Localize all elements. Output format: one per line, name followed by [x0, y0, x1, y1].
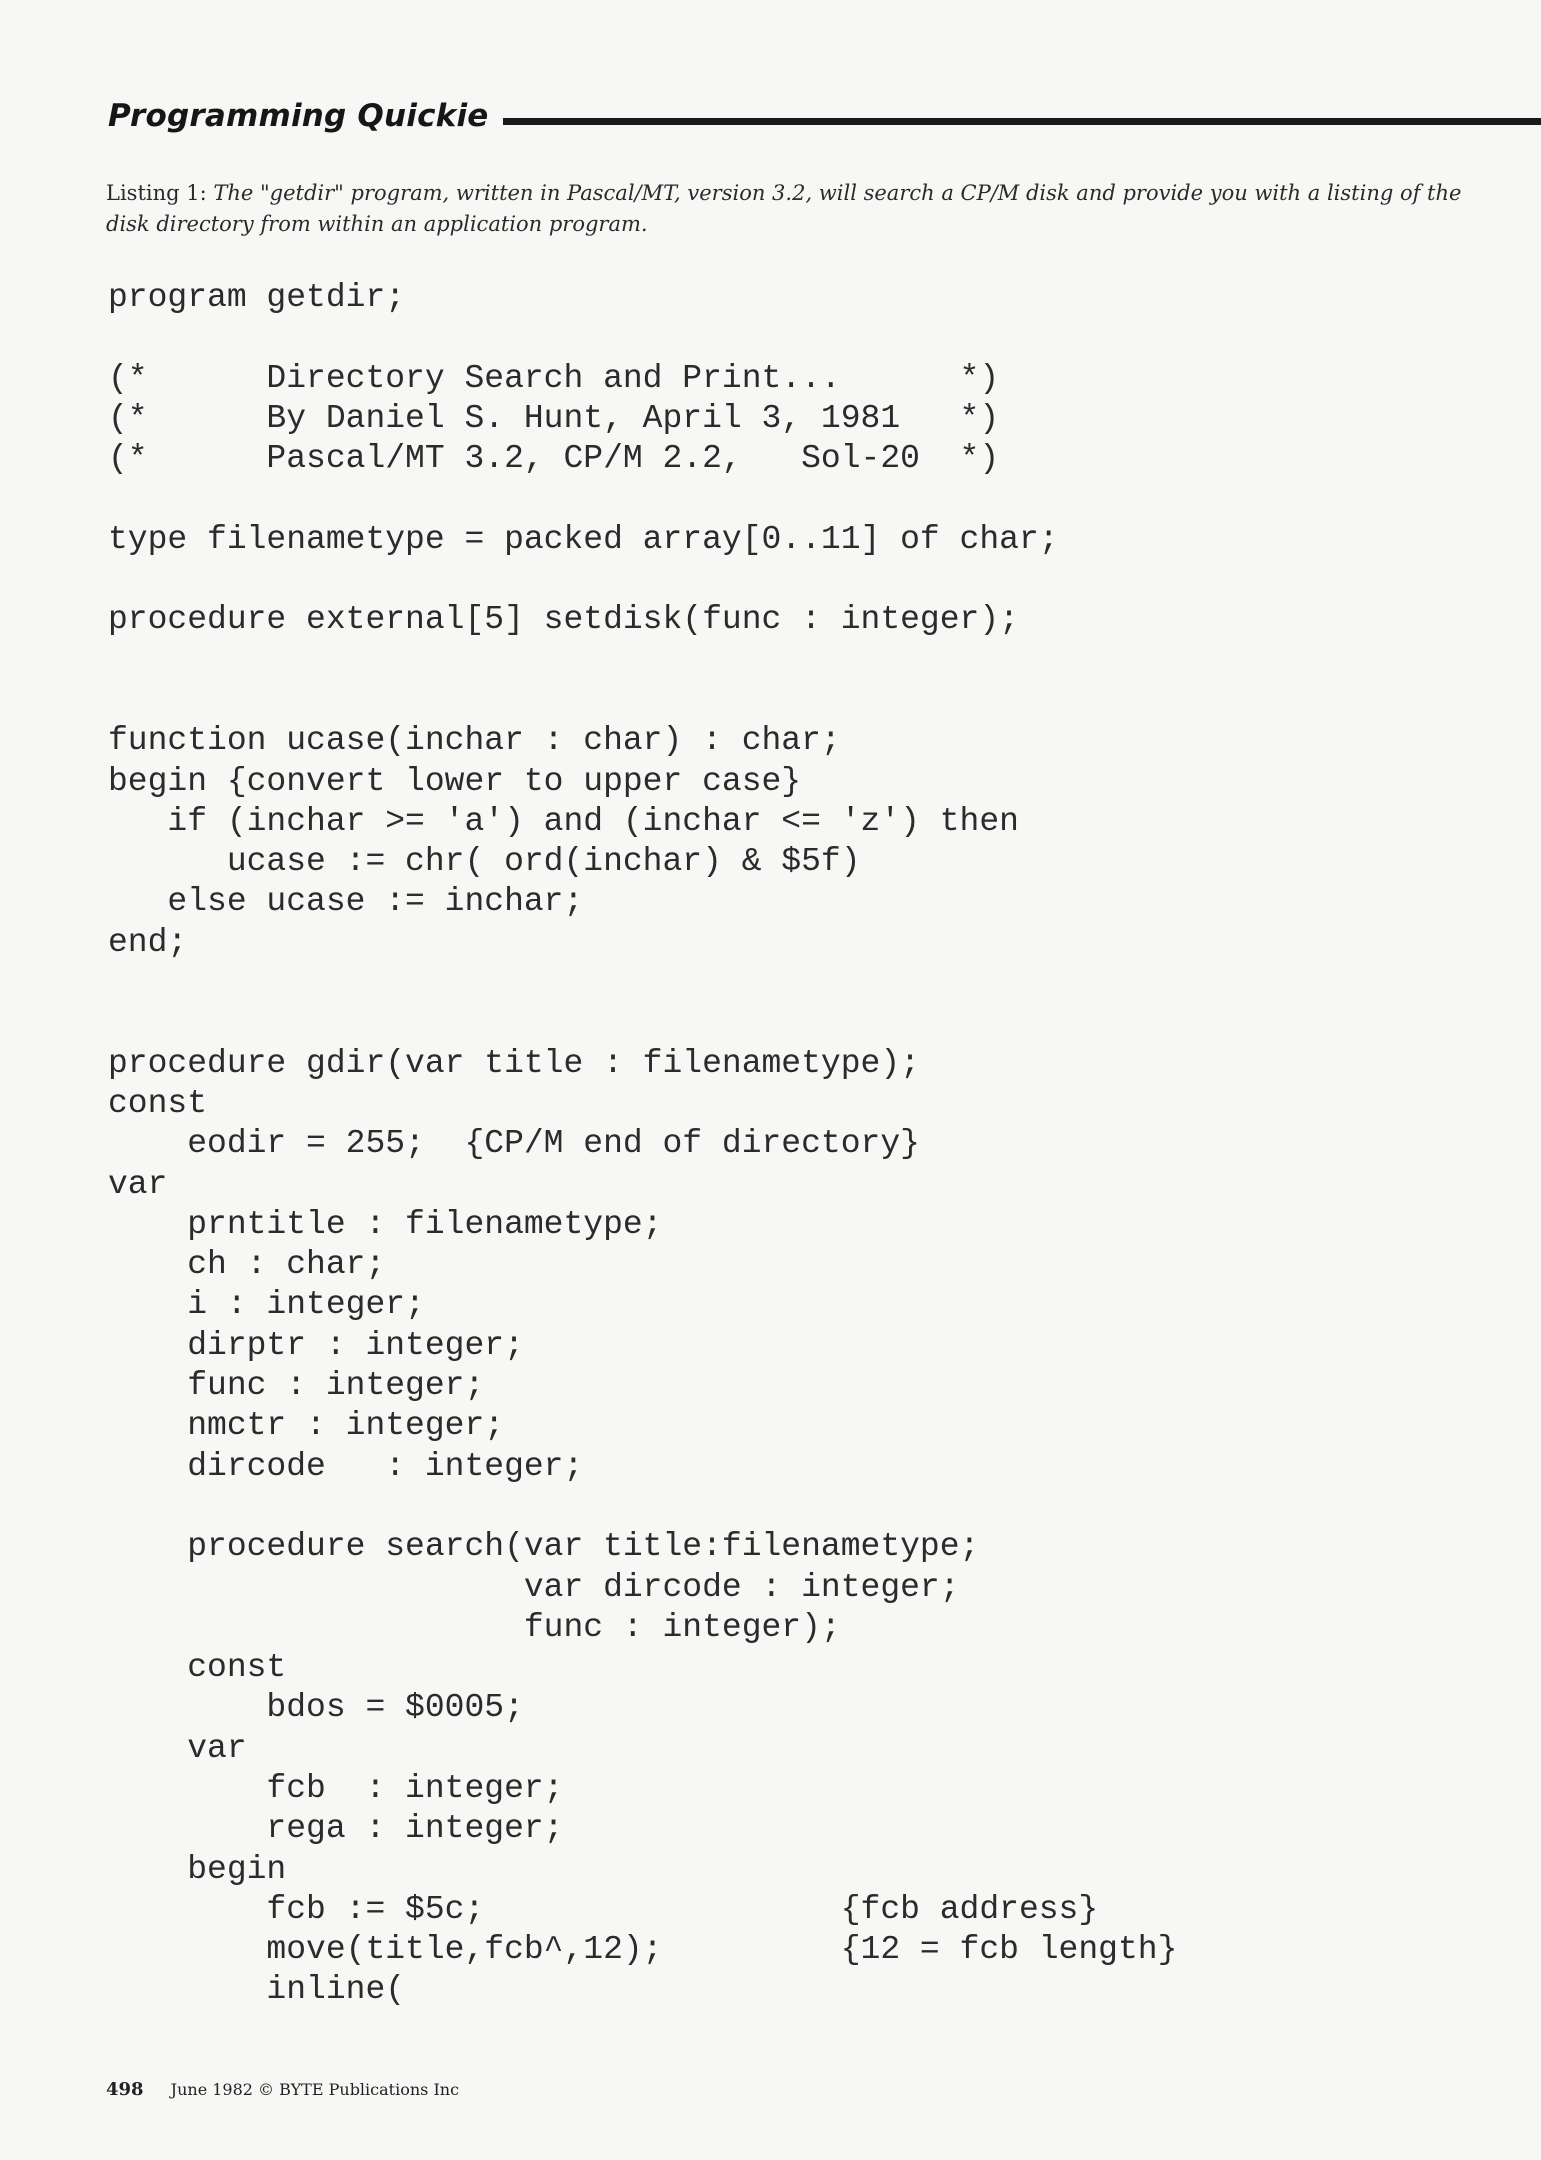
header-rule — [503, 118, 1541, 125]
section-title: Programming Quickie — [108, 98, 489, 134]
code-line: func : integer); — [108, 1608, 841, 1646]
code-line — [108, 560, 1177, 600]
code-line — [108, 318, 1177, 358]
code-line: eodir = 255; {CP/M end of directory} — [108, 1125, 920, 1163]
code-line: ch : char; — [108, 1246, 386, 1284]
code-line: move(title,fcb^,12); {12 = fcb length} — [108, 1931, 1178, 1969]
code-line: procedure gdir(var title : filenametype); — [108, 1044, 920, 1082]
code-line: i : integer; — [108, 1286, 425, 1324]
page-footer — [106, 2078, 459, 2102]
code-line: function ucase(inchar : char) : char; — [108, 722, 841, 760]
code-line: begin {convert lower to upper case} — [108, 762, 802, 800]
code-line: (* Pascal/MT 3.2, CP/M 2.2, Sol-20 *) — [108, 440, 1000, 478]
page-number: 498 — [106, 2079, 144, 2100]
code-line — [108, 963, 1177, 1003]
code-line: type filenametype = packed array[0..11] of char; — [108, 520, 1059, 558]
code-line: func : integer; — [108, 1367, 485, 1405]
code-line: inline( — [108, 1971, 406, 2009]
code-line: procedure external[5] setdisk(func : integer); — [108, 601, 1019, 639]
code-line — [108, 1003, 1177, 1043]
code-line: ucase := chr( ord(inchar) & $5f) — [108, 843, 861, 881]
code-line — [108, 681, 1177, 721]
code-line: begin — [108, 1850, 287, 1888]
code-line: else ucase := inchar; — [108, 883, 584, 921]
listing-caption — [106, 178, 1506, 240]
code-line: bdos = $0005; — [108, 1689, 524, 1727]
code-line: end; — [108, 923, 188, 961]
code-line: var — [108, 1165, 168, 1203]
code-line: if (inchar >= 'a') and (inchar <= 'z') then — [108, 802, 1019, 840]
code-line: prntitle : filenametype; — [108, 1205, 663, 1243]
code-line — [108, 641, 1177, 681]
code-line: rega : integer; — [108, 1810, 564, 1848]
code-line: fcb : integer; — [108, 1769, 564, 1807]
code-line: var dircode : integer; — [108, 1568, 960, 1606]
code-line: program getdir; — [108, 279, 406, 316]
code-line: var — [108, 1729, 247, 1767]
code-listing — [108, 278, 1177, 2011]
code-line: const — [108, 1084, 208, 1122]
code-line — [108, 1487, 1177, 1527]
code-line: const — [108, 1649, 287, 1687]
footer-credit: June 1982 © BYTE Publications Inc — [170, 2080, 460, 2099]
code-line: (* Directory Search and Print... *) — [108, 359, 1000, 397]
page-header — [108, 96, 1541, 136]
code-line: dircode : integer; — [108, 1447, 584, 1485]
listing-description: The "getdir" program, written in Pascal/MT, version 3.2, will search a CP/M disk and provide you with a listing of the disk directory from within an application program. — [106, 181, 1462, 236]
listing-label: Listing 1: — [106, 181, 207, 205]
code-line — [108, 479, 1177, 519]
code-line: nmctr : integer; — [108, 1407, 505, 1445]
code-line: dirptr : integer; — [108, 1326, 524, 1364]
code-line: (* By Daniel S. Hunt, April 3, 1981 *) — [108, 399, 1000, 437]
code-line: procedure search(var title:filenametype; — [108, 1528, 980, 1566]
code-line: fcb := $5c; {fcb address} — [108, 1890, 1099, 1928]
